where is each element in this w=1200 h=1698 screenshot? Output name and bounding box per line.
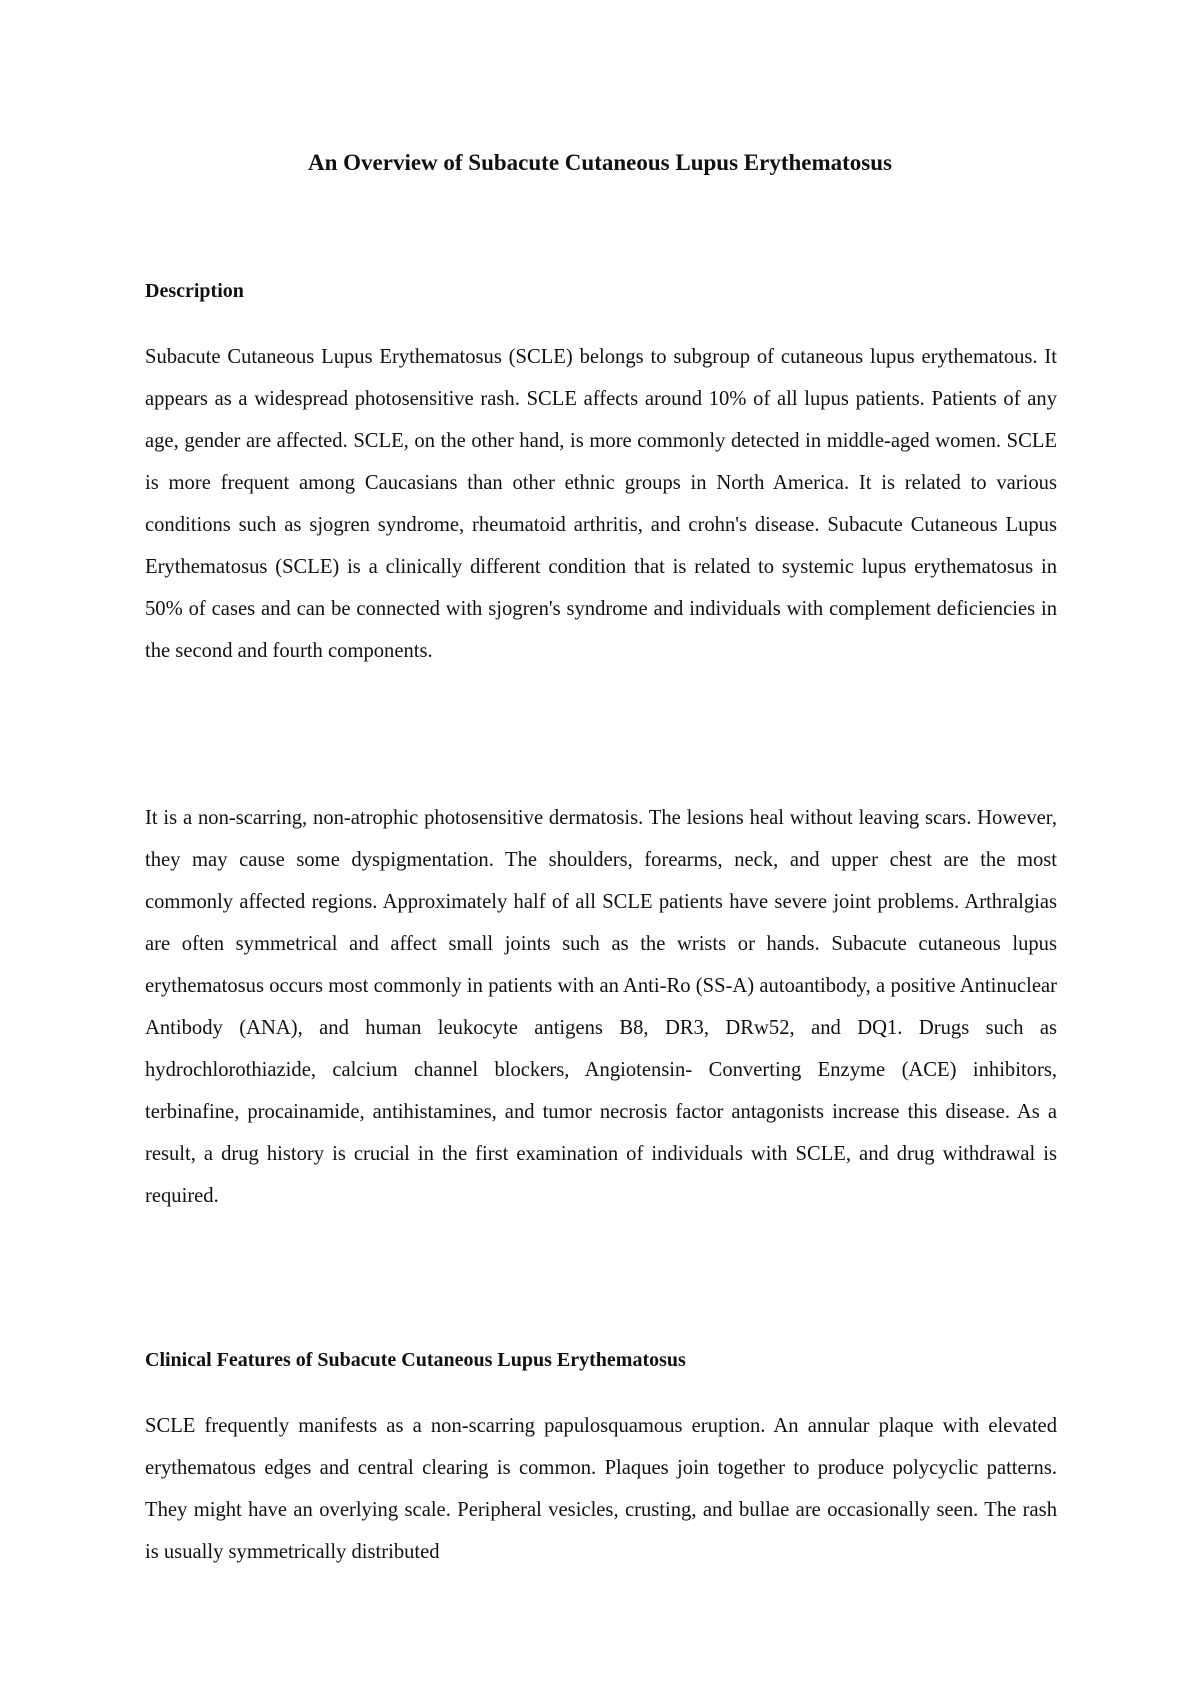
paragraph-clinical-features-1: SCLE frequently manifests as a non-scarring papulosquamous eruption. An annular plaque with elevated erythematous edges and central clearing is common. Plaques join together to produce polycyclic patterns. They might have an overlying scale. Peripheral vesicles, crusting, and bullae are occasionally seen. The rash is usually symmetrically distributed [145,1415,1057,1563]
paragraph-description-2: It is a non-scarring, non-atrophic photosensitive dermatosis. The lesions heal without leaving scars. However, they may cause some dyspigmentation. The shoulders, forearms, neck, and upper chest are the most commonly affected regions. Approximately half of all SCLE patients have severe joint problems. Arthralgias are often symmetrical and affect small joints such as the wrists or hands. Subacute cutaneous lupus erythematosus occurs most commonly in patients with an Anti-Ro (SS-A) autoantibody, a positive Antinuclear Antibody (ANA), and human leukocyte antigens B8, DR3, DRw52, and DQ1. Drugs such as hydrochlorothiazide, calcium channel blockers, Angiotensin- Converting Enzyme (ACE) inhibitors, terbinafine, procainamide, antihistamines, and tumor necrosis factor antagonists increase this disease. As a result, a drug history is crucial in the first examination of individuals with SCLE, and drug withdrawal is required. [145,807,1057,1207]
document-title: An Overview of Subacute Cutaneous Lupus Erythematosus [307,150,892,175]
section-heading-description: Description [145,280,244,302]
paragraph-description-1: Subacute Cutaneous Lupus Erythematosus (SCLE) belongs to subgroup of cutaneous lupus erythematous. It appears as a widespread photosensitive rash. SCLE affects around 10% of all lupus patients. Patients of any age, gender are affected. SCLE, on the other hand, is more commonly detected in middle-aged women. SCLE is more frequent among Caucasians than other ethnic groups in North America. It is related to various conditions such as sjogren syndrome, rheumatoid arthritis, and crohn's disease. Subacute Cutaneous Lupus Erythematosus (SCLE) is a clinically different condition that is related to systemic lupus erythematosus in 50% of cases and can be connected with sjogren's syndrome and individuals with complement deficiencies in the second and fourth components. [145,346,1057,662]
section-heading-clinical-features: Clinical Features of Subacute Cutaneous Lupus Erythematosus [145,1349,686,1371]
